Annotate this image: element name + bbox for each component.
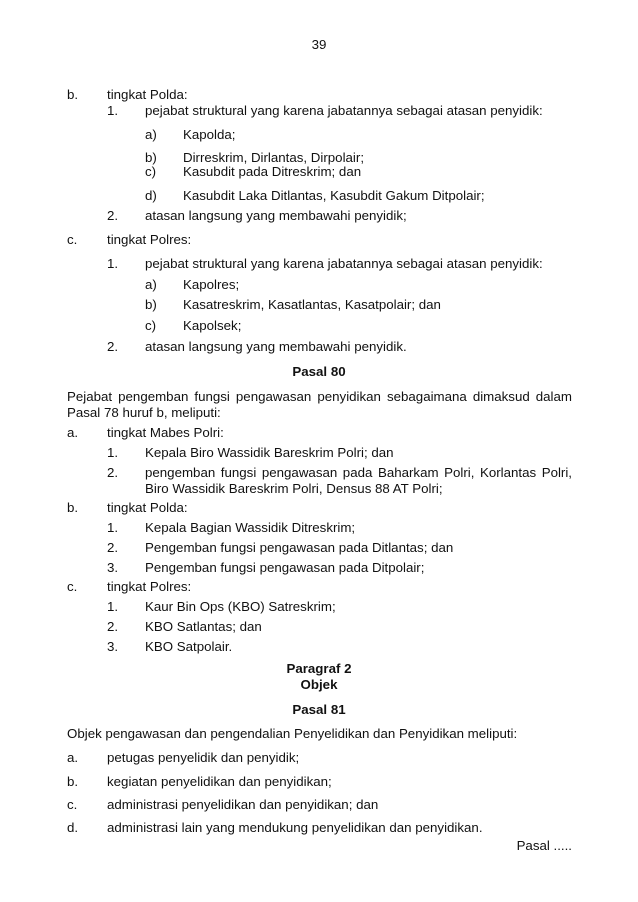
list-number: 2.: [107, 465, 119, 480]
list-item-text: Kepala Biro Wassidik Bareskrim Polri; dan: [145, 445, 394, 460]
sub-item-text: Kapolsek;: [183, 318, 242, 333]
list-number: 2.: [107, 619, 119, 634]
list-item-text: administrasi penyelidikan dan penyidikan; dan: [107, 797, 379, 812]
list-number: 3.: [107, 560, 119, 575]
paragraf-heading: Paragraf 2: [286, 661, 352, 676]
list-number: 2.: [107, 540, 119, 555]
list-label-mabes: tingkat Mabes Polri:: [107, 425, 224, 440]
list-item-text: pejabat struktural yang karena jabatannya sebagai atasan penyidik:: [145, 103, 543, 118]
sub-item-marker: c): [145, 318, 157, 333]
sub-item-marker: b): [145, 297, 157, 312]
section-heading-pasal-81: Pasal 81: [292, 702, 346, 717]
list-label-polres: tingkat Polres:: [107, 232, 192, 247]
list-number: 1.: [107, 445, 119, 460]
list-marker-c: c.: [67, 232, 78, 247]
sub-item-marker: c): [145, 164, 157, 179]
list-item-text: Biro Wassidik Bareskrim Polri, Densus 88 AT Polri;: [145, 481, 443, 496]
sub-item-text: Kasubdit Laka Ditlantas, Kasubdit Gakum Ditpolair;: [183, 188, 485, 203]
list-number: 2.: [107, 208, 119, 223]
list-marker-a: a.: [67, 425, 79, 440]
list-item-text: petugas penyelidik dan penyidik;: [107, 750, 300, 765]
list-marker-b: b.: [67, 500, 79, 515]
list-label-polda: tingkat Polda:: [107, 87, 188, 102]
list-item-text: atasan langsung yang membawahi penyidik;: [145, 208, 407, 223]
list-item-text: Kaur Bin Ops (KBO) Satreskrim;: [145, 599, 336, 614]
list-item-text: pengemban fungsi pengawasan pada Baharkam Polri, Korlantas Polri,: [145, 465, 572, 480]
sub-item-marker: a): [145, 277, 157, 292]
sub-item-text: Kapolres;: [183, 277, 240, 292]
list-item-text: kegiatan penyelidikan dan penyidikan;: [107, 774, 332, 789]
list-item-text: administrasi lain yang mendukung penyelidikan dan penyidikan.: [107, 820, 483, 835]
paragraph-line: Objek pengawasan dan pengendalian Penyelidikan dan Penyidikan meliputi:: [67, 726, 518, 741]
sub-item-text: Dirreskrim, Dirlantas, Dirpolair;: [183, 150, 365, 165]
sub-item-text: Kasubdit pada Ditreskrim; dan: [183, 164, 362, 179]
list-item-text: KBO Satpolair.: [145, 639, 233, 654]
sub-item-marker: a): [145, 127, 157, 142]
list-number: 1.: [107, 103, 119, 118]
list-item-text: atasan langsung yang membawahi penyidik.: [145, 339, 407, 354]
list-item-text: KBO Satlantas; dan: [145, 619, 262, 634]
list-number: 2.: [107, 339, 119, 354]
list-item-text: Pengemban fungsi pengawasan pada Ditpolair;: [145, 560, 425, 575]
sub-item-text: Kasatreskrim, Kasatlantas, Kasatpolair; dan: [183, 297, 441, 312]
list-number: 3.: [107, 639, 119, 654]
list-label-polres: tingkat Polres:: [107, 579, 192, 594]
sub-item-marker: d): [145, 188, 157, 203]
list-item-text: Pengemban fungsi pengawasan pada Ditlantas; dan: [145, 540, 454, 555]
paragraf-subheading: Objek: [300, 677, 338, 692]
section-heading-pasal-80: Pasal 80: [292, 364, 346, 379]
sub-item-text: Kapolda;: [183, 127, 236, 142]
sub-item-marker: b): [145, 150, 157, 165]
list-number: 1.: [107, 256, 119, 271]
paragraph-line: Pasal 78 huruf b, meliputi:: [67, 405, 221, 420]
paragraph-line: Pejabat pengemban fungsi pengawasan penyidikan sebagaimana dimaksud dalam: [67, 389, 572, 404]
list-number: 1.: [107, 520, 119, 535]
continuation-note: Pasal .....: [516, 838, 572, 853]
list-marker-c: c.: [67, 579, 78, 594]
list-marker: a.: [67, 750, 79, 765]
page-number: 39: [311, 37, 327, 52]
list-number: 1.: [107, 599, 119, 614]
list-item-text: Kepala Bagian Wassidik Ditreskrim;: [145, 520, 356, 535]
list-item-text: pejabat struktural yang karena jabatannya sebagai atasan penyidik:: [145, 256, 543, 271]
list-marker: b.: [67, 774, 79, 789]
list-marker: c.: [67, 797, 78, 812]
list-marker-b: b.: [67, 87, 79, 102]
list-label-polda: tingkat Polda:: [107, 500, 188, 515]
list-marker: d.: [67, 820, 79, 835]
